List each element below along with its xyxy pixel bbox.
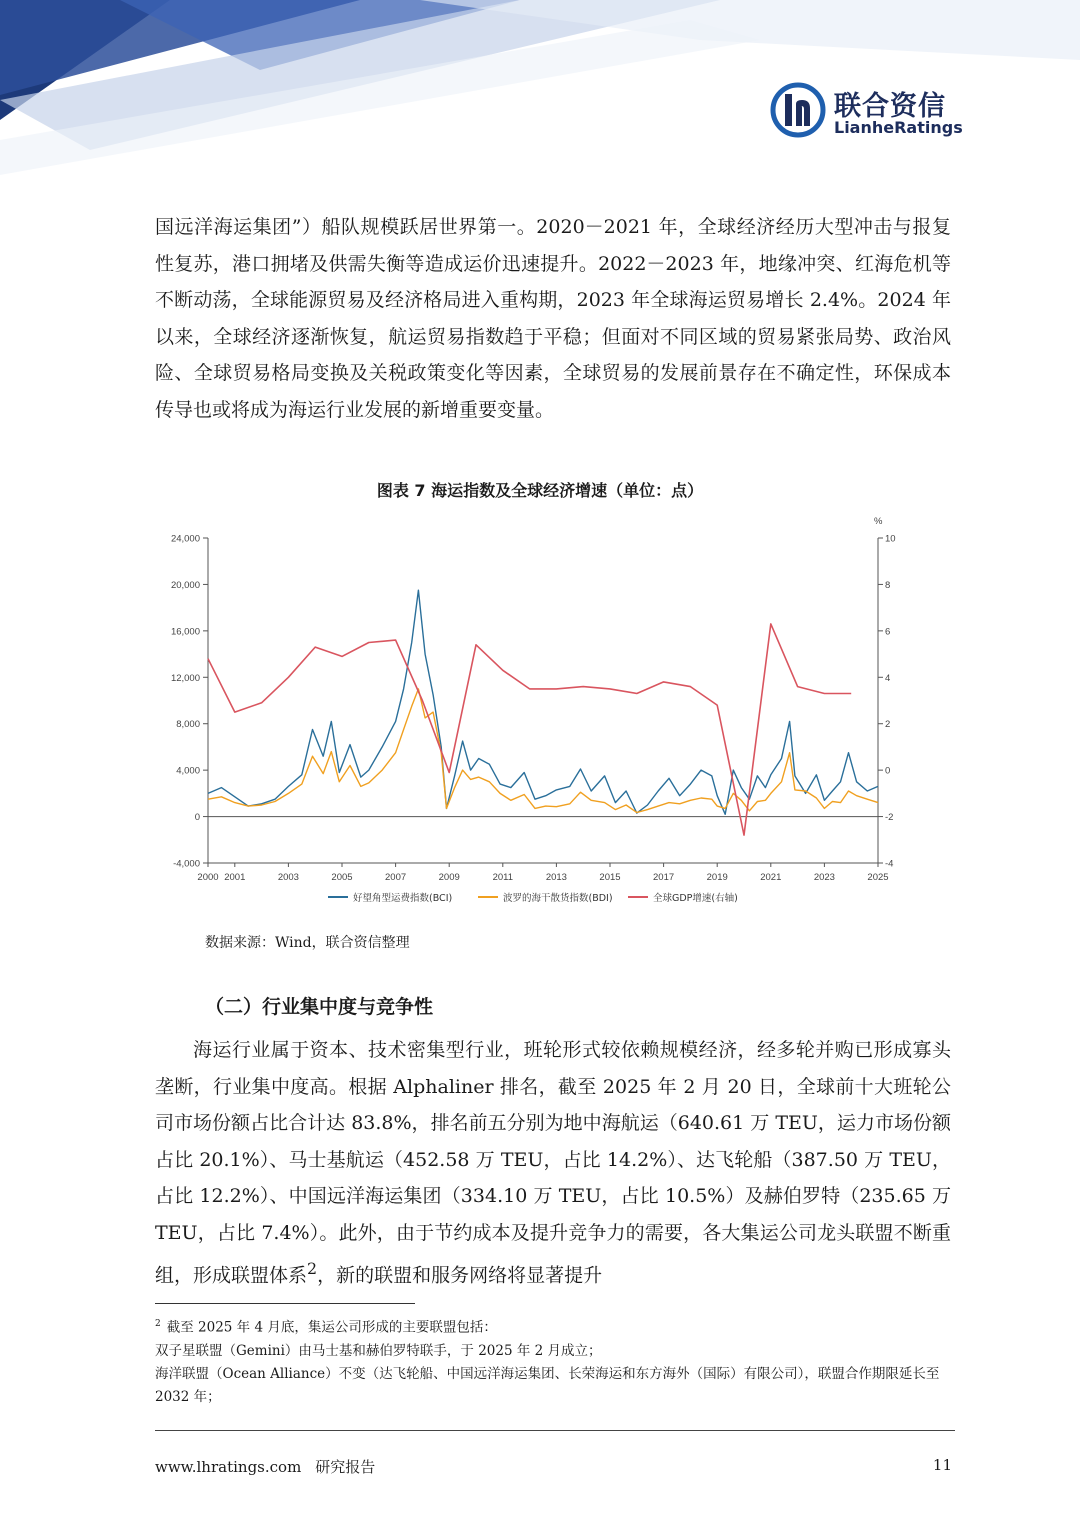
footnote-line-1 [155,1313,955,1340]
right-tick-label: 6 [885,626,891,638]
right-tick-label: 2 [885,719,891,731]
footnote-line-3: 海洋联盟（Ocean Alliance）不变（达飞轮船、中国远洋海运集团、长荣海运和东方海外（国际）有限公司），联盟合作期限延长至 2032 年； [155,1365,940,1405]
left-tick-label: 8,000 [176,719,200,731]
brand-name-cn: 联合资信 [834,91,946,122]
footnote-divider [155,1303,415,1304]
footnote-reference: 2 [307,1259,318,1278]
body-paragraph-2 [155,1032,951,1294]
footer-left [155,1456,375,1477]
left-tick-label: 4,000 [176,765,200,777]
footnote-line-2: 双子星联盟（Gemini）由马士基和赫伯罗特联手，于 2025 年 2 月成立； [155,1342,602,1359]
paragraph-2-text-end: ，新的联盟和服务网络将显著提升 [317,1264,603,1287]
footnotes [155,1313,955,1409]
left-tick-label: 12,000 [170,672,200,684]
figure-title: 图表 7 海运指数及全球经济增速（单位：点） [376,481,704,500]
footer-divider [155,1430,955,1431]
footer-url: www.lhratings.com [155,1458,302,1476]
right-tick-label: 10 [885,533,896,545]
right-axis-unit: % [874,516,883,527]
x-tick-label: 2001 [224,872,246,883]
footer-label: 研究报告 [315,1458,376,1476]
left-tick-label: 20,000 [170,579,200,591]
figure-source: 数据来源：Wind，联合资信整理 [205,935,410,951]
right-tick-label: -4 [885,858,894,870]
x-tick-label: 2017 [653,872,675,883]
x-tick-label: 2011 [492,872,514,883]
footnote-text-1: 截至 2025 年 4 月底，集运公司形成的主要联盟包括： [166,1319,497,1336]
paragraph-2-text: 海运行业属于资本、技术密集型行业，班轮形式较依赖规模经济，经多轮并购已形成寡头垄断，行业集中度高。根据 Alphaliner 排名，截至 2025 年 2 月 20 日，全球前十大班轮公司市场份额占比合计达 83.8%，排名前五分别为地中海航运（640.61 万 TEU，运力市场份额占比 20.1%）、马士基航运（452.58 万 TEU，占比 14.2%）、达飞轮船（387.50 万 TEU，占比 12.2%）、中国远洋海运集团（334.10 万 TEU，占比 10.5%）及赫伯罗特（235.65 万 TEU，占比 7.4%）。此外，由于节约成本及提升竞争力的需要，各大集运公司龙头联盟不断重组，形成联盟体系 [155,1039,951,1287]
right-tick-label: 8 [885,579,891,591]
x-tick-label: 2019 [706,872,728,883]
left-tick-label: 0 [194,812,200,824]
left-tick-label: -4,000 [173,858,200,870]
x-tick-label: 2005 [331,872,353,883]
left-tick-label: 16,000 [170,626,200,638]
series-line-3 [208,624,851,835]
section-title: （二）行业集中度与竞争性 [205,996,434,1018]
brand-logo [770,82,970,142]
x-tick-label: 2007 [385,872,407,883]
x-tick-label: 2013 [545,872,567,883]
x-tick-label: 2015 [599,872,621,883]
x-tick-label: 2025 [867,872,889,883]
right-tick-label: 4 [885,672,891,684]
shipping-index-chart [150,508,920,918]
footnote-marker: 2 [155,1319,161,1329]
x-tick-label: 2023 [813,872,835,883]
x-tick-label: 2003 [277,872,299,883]
right-tick-label: 0 [885,765,891,777]
series-line-1 [208,590,878,814]
left-tick-label: 24,000 [170,533,200,545]
right-tick-label: -2 [885,812,894,824]
legend-label-2: 波罗的海干散货指数(BDI) [503,893,613,904]
x-tick-label: 2021 [760,872,782,883]
x-tick-label: 2000 [197,872,219,883]
x-tick-label: 2009 [438,872,460,883]
lianhe-logo-icon [770,82,826,138]
page-number: 11 [932,1456,952,1474]
series-line-2 [208,689,878,813]
legend-label-3: 全球GDP增速(右轴) [653,893,738,904]
legend-label-1: 好望角型运费指数(BCI) [353,893,453,904]
brand-name-en: LianheRatings [834,118,963,137]
body-paragraph-1: 国远洋海运集团”）船队规模跃居世界第一。2020－2021 年，全球经济经历大型冲击与报复性复苏，港口拥堵及供需失衡等造成运价迅速提升。2022－2023 年，地缘冲突、红海危机等不断动荡，全球能源贸易及经济格局进入重构期，2023 年全球海运贸易增长 2.4%。2024 年以来，全球经济逐渐恢复，航运贸易指数趋于平稳；但面对不同区域的贸易紧张局势、政治风险、全球贸易格局变换及关税政策变化等因素，全球贸易的发展前景存在不确定性，环保成本传导也或将成为海运行业发展的新增重要变量。 [155,216,951,421]
